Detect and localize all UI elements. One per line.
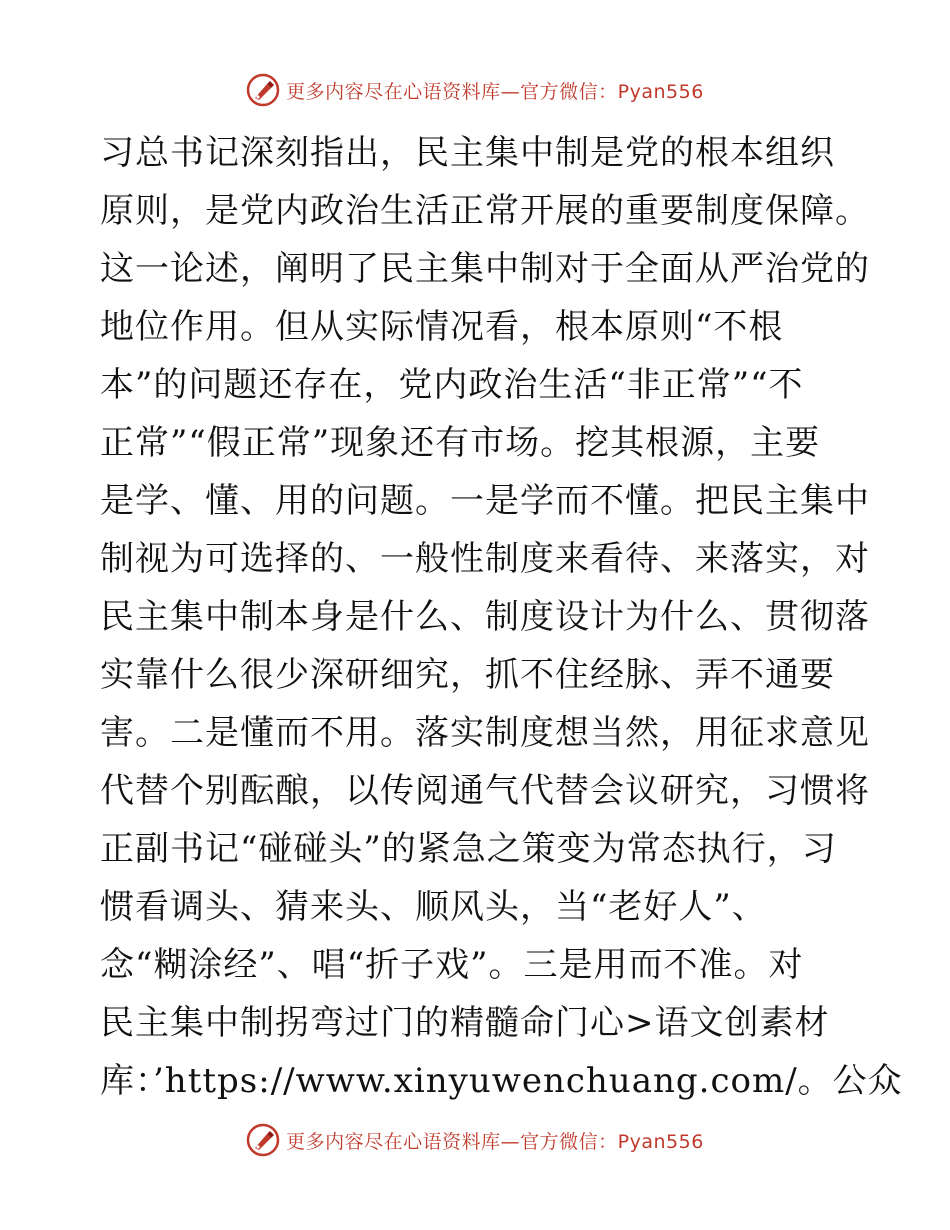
text-line: 害。二是懂而不用。落实制度想当然，用征求意见 [100, 713, 870, 753]
footer-watermark [0, 1120, 950, 1160]
text-line: 本”的问题还存在，党内政治生活“非正常”“不 [100, 365, 804, 405]
text-line: 库：’https://www.xinyuwenchuang.com/。公众 [100, 1061, 903, 1101]
header-watermark-text: 更多内容尽在心语资料库—官方微信：Pyan556 [286, 80, 704, 103]
text-line: 这一论述，阐明了民主集中制对于全面从严治党的 [100, 249, 870, 289]
header-watermark [0, 70, 950, 110]
text-line: 正常”“假正常”现象还有市场。挖其根源，主要 [100, 423, 821, 463]
text-line: 是学、懂、用的问题。一是学而不懂。把民主集中 [100, 481, 870, 521]
text-line: 习总书记深刻指出，民主集中制是党的根本组织 [100, 133, 835, 173]
footer-watermark-text: 更多内容尽在心语资料库—官方微信：Pyan556 [286, 1130, 704, 1153]
text-line: 民主集中制本身是什么、制度设计为什么、贯彻落 [100, 597, 870, 637]
text-line: 念“糊涂经”、唱“折子戏”。三是用而不准。对 [100, 945, 804, 985]
text-line: 代替个别酝酿，以传阅通气代替会议研究，习惯将 [100, 771, 870, 811]
pen-nib-logo-icon [246, 1123, 280, 1157]
text-line: 原则，是党内政治生活正常开展的重要制度保障。 [100, 191, 870, 231]
text-line: 正副书记“碰碰头”的紧急之策变为常态执行，习 [100, 829, 837, 869]
pen-nib-logo-icon [246, 73, 280, 107]
article-body [100, 124, 903, 1110]
text-line: 制视为可选择的、一般性制度来看待、来落实，对 [100, 539, 870, 579]
text-line: 地位作用。但从实际情况看，根本原则“不根 [100, 307, 784, 347]
text-line: 实靠什么很少深研细究，抓不住经脉、弄不通要 [100, 655, 835, 695]
text-line: 民主集中制拐弯过门的精髓命门心>语文创素材 [100, 1003, 830, 1043]
text-line: 惯看调头、猜来头、顺风头，当“老好人”、 [100, 887, 767, 927]
